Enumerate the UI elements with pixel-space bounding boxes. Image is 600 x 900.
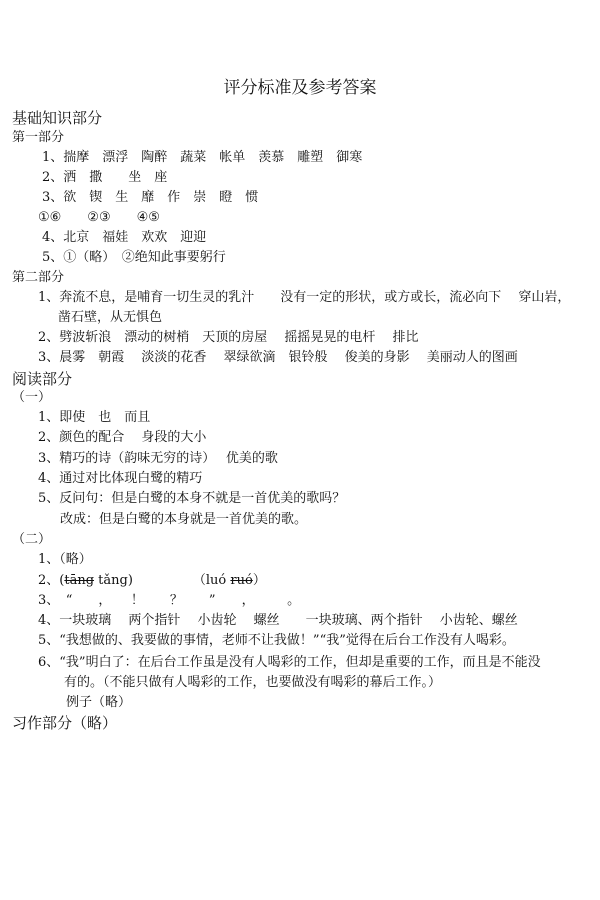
part1-q5: 5、①（略） ②绝知此事要躬行 <box>42 250 226 265</box>
part2-heading: 第二部分 <box>12 270 65 285</box>
section-basic-heading: 基础知识部分 <box>12 109 103 127</box>
reading2-q2-struck-pinyin-1: tāng <box>64 573 95 588</box>
reading2-q6-line2: 有的。（不能只做有人喝彩的工作，也要做没有喝彩的幕后工作。） <box>64 675 442 690</box>
reading1-heading: （一） <box>12 390 52 405</box>
part1-q2: 2、洒 撒 坐 座 <box>42 170 168 185</box>
reading1-q5: 5、反问句：但是白鹭的本身不就是一首优美的歌吗？ <box>38 491 346 506</box>
part1-q3-subanswers: ①⑥ ②③ ④⑤ <box>38 210 160 225</box>
reading2-q4: 4、一块玻璃 两个指针 小齿轮 螺丝 一块玻璃、两个指针 小齿轮、螺丝 <box>38 613 518 628</box>
part2-q1-line1: 1、奔流不息，是哺育一切生灵的乳汁 没有一定的形状，或方或长，流必向下 穿山岩， <box>38 290 571 305</box>
reading1-q2: 2、颜色的配合 身段的大小 <box>38 430 207 445</box>
part2-q1-line2: 凿石壁，从无惧色 <box>58 310 163 325</box>
reading1-q3: 3、精巧的诗（韵味无穷的诗） 优美的歌 <box>38 451 278 466</box>
part1-q3: 3、欲 锲 生 靡 作 崇 瞪 惯 <box>42 190 259 205</box>
reading2-q3: 3、 “ ， ！ ？ ” ， 。 <box>38 593 301 608</box>
reading2-q2-prefix: 2、( <box>38 573 65 588</box>
section-reading-heading: 阅读部分 <box>12 370 73 388</box>
reading2-q2-paren-close: ） <box>252 573 266 588</box>
part2-q2: 2、劈波斩浪 漂动的树梢 天顶的房屋 摇摇晃晃的电杆 排比 <box>38 330 419 345</box>
part2-q3: 3、晨雾 朝霞 淡淡的花香 翠绿欲滴 银铃般 俊美的身影 美丽动人的图画 <box>38 350 518 365</box>
reading2-q2 <box>38 573 266 589</box>
reading2-q6-line1: 6、“我”明白了：在后台工作虽是没有人喝彩的工作，但却是重要的工作，而且是不能没 <box>38 655 541 670</box>
part1-heading: 第一部分 <box>12 130 65 145</box>
reading2-q5: 5、“我想做的、我要做的事情，老师不让我做！”“我”觉得在后台工作没有人喝彩。 <box>38 633 515 648</box>
part1-q4: 4、北京 福娃 欢欢 迎迎 <box>42 230 207 245</box>
reading2-heading: （二） <box>12 532 52 547</box>
reading1-q4: 4、通过对比体现白鹭的精巧 <box>38 471 203 486</box>
reading2-q6-example: 例子（略） <box>66 695 132 710</box>
reading2-q2-pinyin: tǎng) <box>94 573 133 588</box>
reading2-q2-struck-pinyin-2: ruó <box>230 573 253 588</box>
reading1-q1: 1、即使 也 而且 <box>38 410 151 425</box>
reading1-q5-rewrite: 改成：但是白鹭的本身就是一首优美的歌。 <box>60 512 308 527</box>
reading2-q2-paren-open: （luó <box>192 573 231 588</box>
reading2-q1: 1、（略） <box>38 552 92 567</box>
page-title: 评分标准及参考答案 <box>223 78 377 98</box>
part1-q1: 1、揣摩 漂浮 陶醉 蔬菜 帐单 羡慕 雕塑 御寒 <box>42 150 363 165</box>
section-writing-heading: 习作部分（略） <box>12 714 118 732</box>
